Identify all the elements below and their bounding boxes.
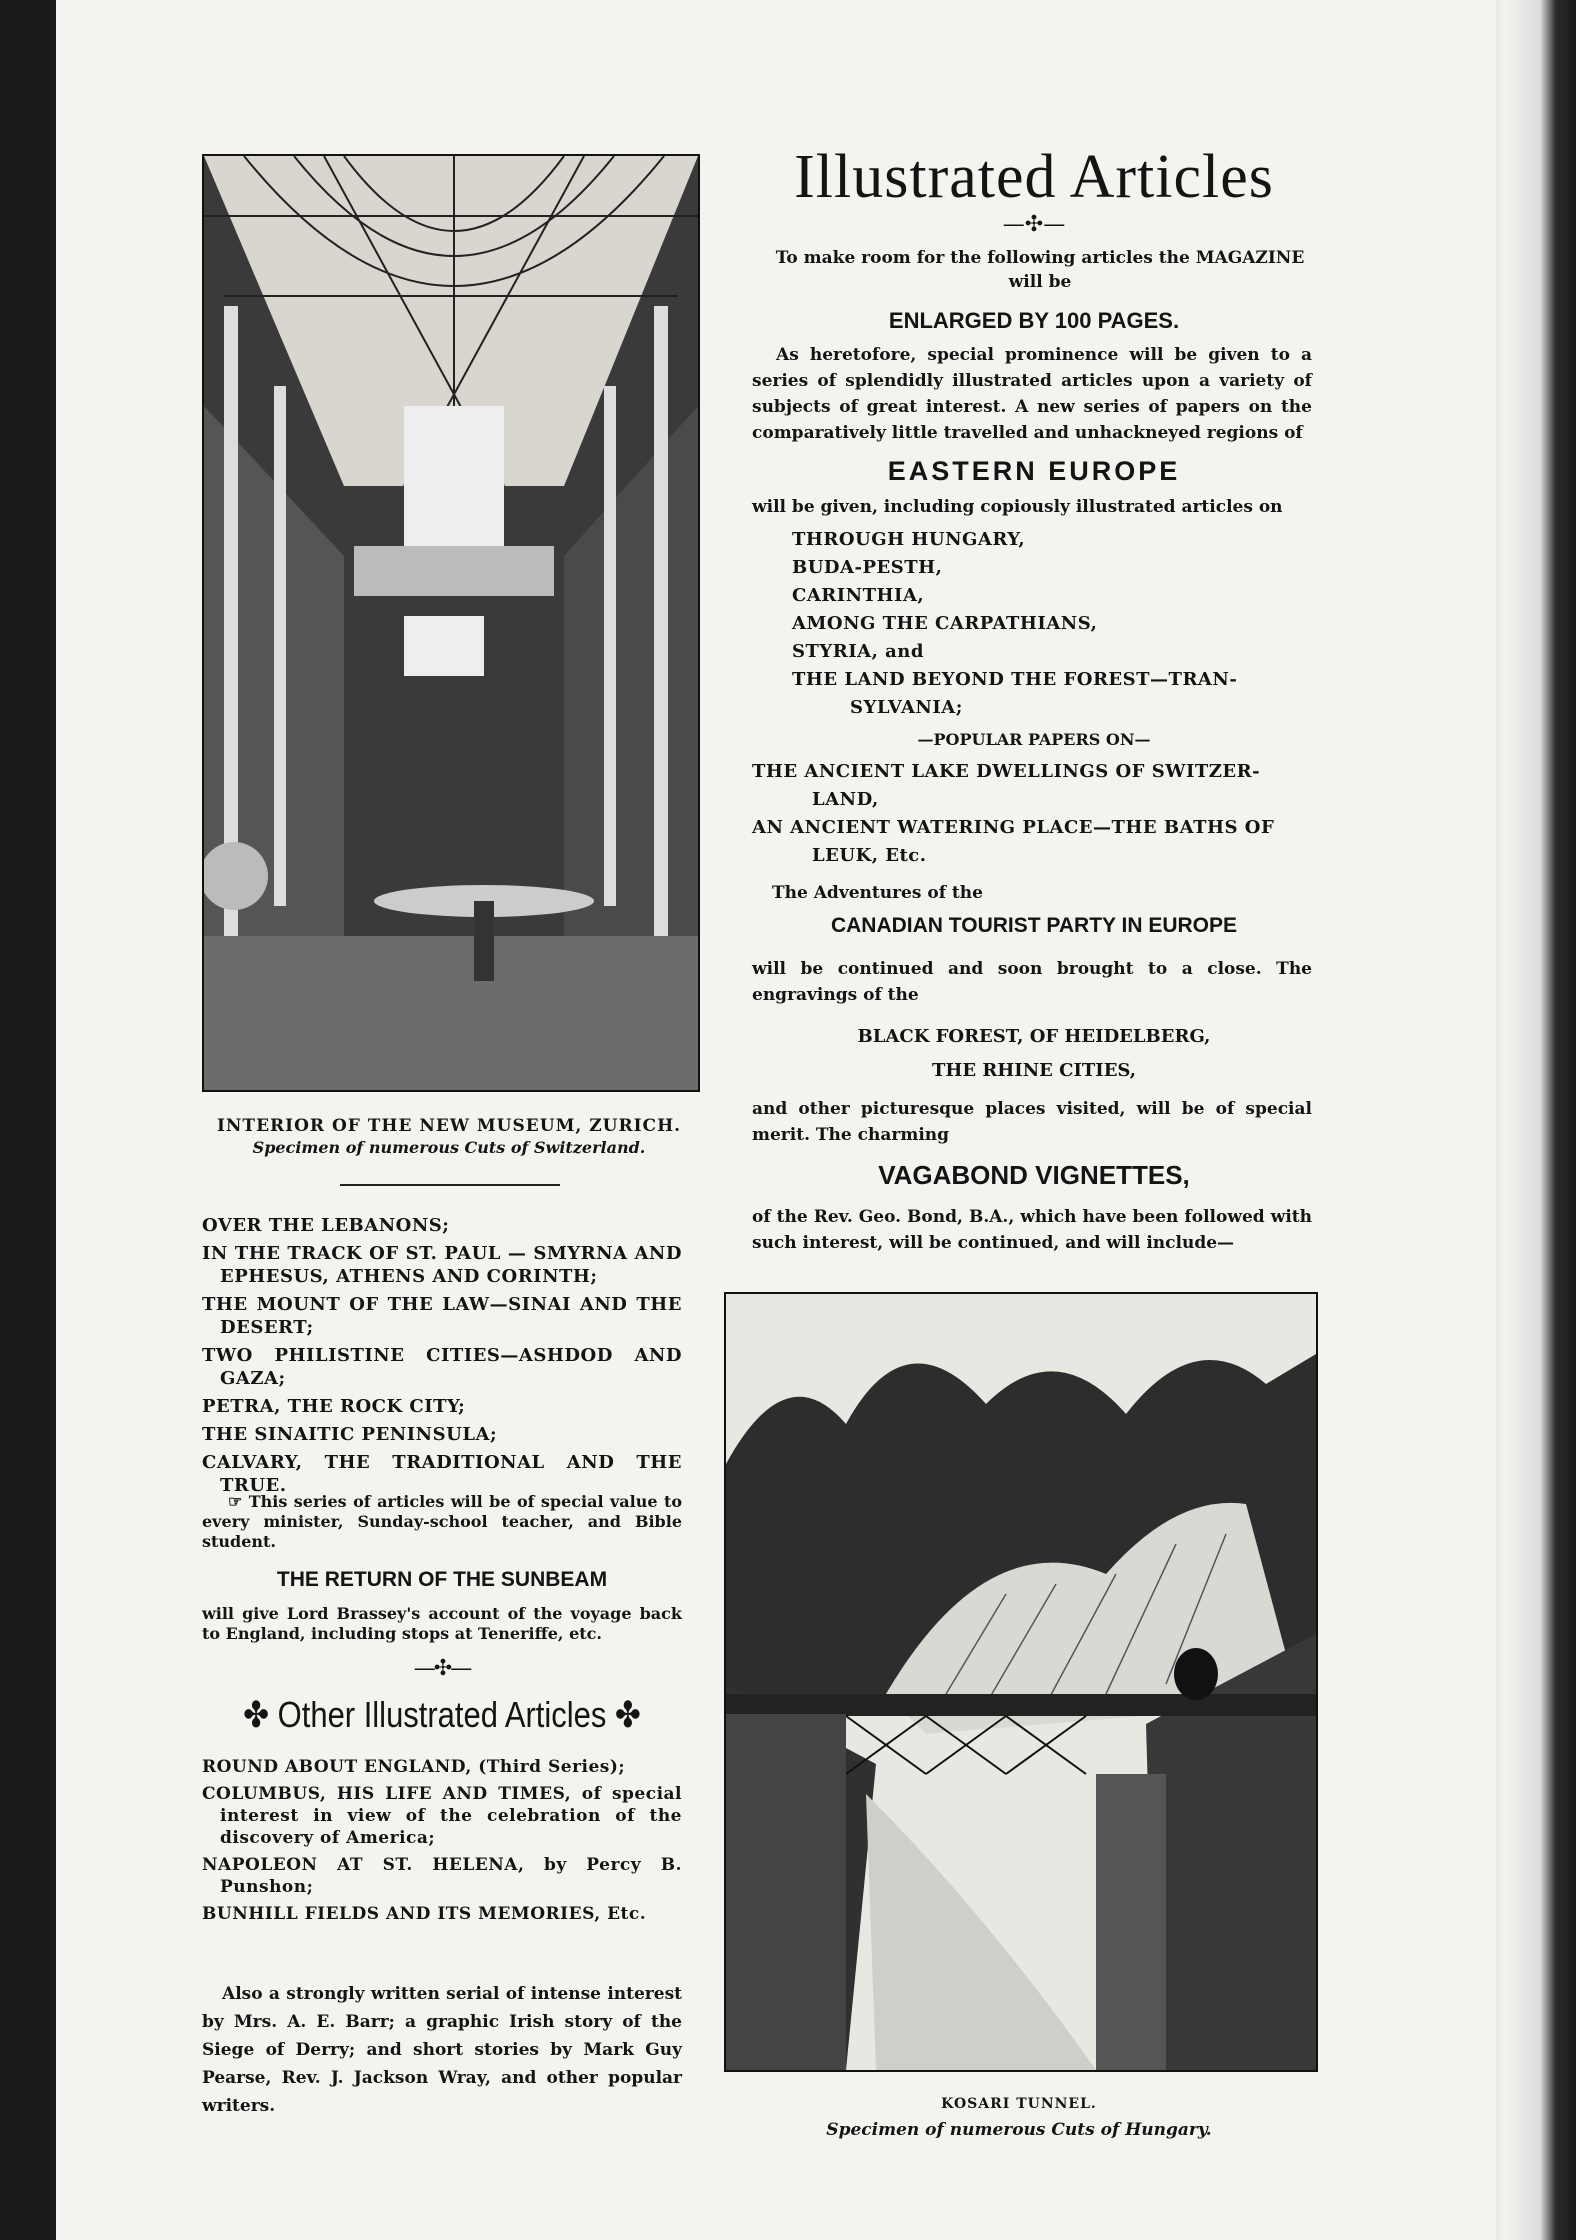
left-article-list (202, 1214, 682, 1502)
popular-papers-list (752, 758, 1324, 870)
ornament-icon: —✣— (1002, 212, 1066, 237)
popular-item: THE ANCIENT LAKE DWELLINGS OF SWITZER- (752, 761, 1261, 782)
region-item: THROUGH HUNGARY, (792, 529, 1026, 550)
rhine-cities-text: THE RHINE CITIES, (931, 1060, 1137, 1081)
fleuron-icon: ✤ (606, 1694, 641, 1735)
other-article-item: NAPOLEON AT ST. HELENA, by Percy B. Punshon; (202, 1855, 682, 1897)
article-item: PETRA, THE ROCK CITY; (202, 1396, 466, 1417)
page-title: Illustrated Articles (794, 143, 1274, 211)
museum-interior-engraving (202, 154, 700, 1092)
article-item: THE MOUNT OF THE LAW—SINAI AND THE DESERT; (202, 1294, 682, 1338)
other-article-item: COLUMBUS, HIS LIFE AND TIMES, of special interest in view of the celebration of the discovery of America; (202, 1784, 682, 1848)
article-item: IN THE TRACK OF ST. PAUL — SMYRNA AND EPHESUS, ATHENS AND CORINTH; (202, 1243, 682, 1287)
pointing-hand-icon: ☞ (228, 1492, 243, 1511)
fig2-caption: KOSARI TUNNEL. (941, 2096, 1097, 2112)
region-item: STYRIA, and (792, 641, 924, 662)
black-forest-text: BLACK FOREST, OF HEIDELBERG, (857, 1026, 1211, 1047)
other-articles-heading: ✤ Other Illustrated Articles ✤ (243, 1694, 641, 1735)
bible-note (202, 1492, 682, 1552)
fig1-caption: INTERIOR OF THE NEW MUSEUM, ZURICH. (216, 1116, 682, 1136)
sunbeam-text: will give Lord Brassey's account of the voyage back to England, including stops at Teneriffe, etc. (202, 1604, 682, 1643)
popular-item: AN ANCIENT WATERING PLACE—THE BATHS OF (752, 817, 1275, 838)
continued-text: will be continued and soon brought to a close. The engravings of the (752, 959, 1312, 1005)
article-item: CALVARY, THE TRADITIONAL AND THE TRUE. (202, 1452, 682, 1496)
vagabond-heading: VAGABOND VIGNETTES, (878, 1160, 1190, 1190)
bond-text: of the Rev. Geo. Bond, B.A., which have been followed with such interest, will be continued, and will include— (752, 1207, 1312, 1253)
article-item: TWO PHILISTINE CITIES—ASHDOD AND GAZA; (202, 1345, 682, 1389)
canadian-tour-heading: CANADIAN TOURIST PARTY IN EUROPE (830, 914, 1238, 937)
intro-paragraph: As heretofore, special prominence will be given to a series of splendidly illustrated articles upon a variety of subjects of great interest. A new series of papers on the comparatively little travelled and unhackneyed regions of (752, 345, 1312, 443)
other-article-item: BUNHILL FIELDS AND ITS MEMORIES, Etc. (202, 1904, 647, 1924)
sunbeam-heading: THE RETURN OF THE SUNBEAM (276, 1568, 608, 1591)
adventures-text: The Adventures of the (772, 883, 983, 903)
region-item: SYLVANIA; (850, 697, 963, 718)
region-item: THE LAND BEYOND THE FOREST—TRAN- (792, 669, 1238, 690)
region-item: BUDA-PESTH, (792, 557, 943, 578)
popular-papers-heading: —POPULAR PAPERS ON— (917, 730, 1151, 749)
eastern-europe-heading: EASTERN EUROPE (887, 456, 1181, 486)
article-item: OVER THE LEBANONS; (202, 1215, 450, 1236)
popular-item: LEUK, Etc. (812, 845, 927, 866)
other-articles-list (202, 1756, 682, 1930)
ornament-icon: —✣— (413, 1656, 471, 1681)
page-edge (1496, 0, 1576, 2240)
given-text: will be given, including copiously illustrated articles on (752, 497, 1283, 517)
closing-paragraph: Also a strongly written serial of intense interest by Mrs. A. E. Barr; a graphic Irish story of the Siege of Derry; and short stories by Mark Guy Pearse, Rev. J. Jackson Wray, and other popular writers. (202, 1984, 682, 2116)
regions-list (792, 526, 1312, 722)
popular-item: LAND, (812, 789, 879, 810)
enlarged-heading: ENLARGED BY 100 PAGES. (888, 308, 1180, 333)
bible-note-text: This series of articles will be of special value to every minister, Sunday-school teacher, and Bible student. (202, 1492, 683, 1551)
divider (340, 1184, 560, 1186)
region-item: CARINTHIA, (792, 585, 925, 606)
intro-text: To make room for the following articles the MAGAZINE will be (775, 248, 1305, 292)
other-article-item: ROUND ABOUT ENGLAND, (Third Series); (202, 1757, 626, 1777)
kosari-tunnel-engraving (724, 1292, 1318, 2072)
article-item: THE SINAITIC PENINSULA; (202, 1424, 498, 1445)
fig1-subcaption: Specimen of numerous Cuts of Switzerland. (252, 1138, 646, 1157)
fig2-subcaption: Specimen of numerous Cuts of Hungary. (826, 2120, 1212, 2140)
fleuron-icon: ✤ (243, 1694, 278, 1735)
region-item: AMONG THE CARPATHIANS, (792, 613, 1098, 634)
picturesque-text: and other picturesque places visited, will be of special merit. The charming (752, 1099, 1312, 1145)
